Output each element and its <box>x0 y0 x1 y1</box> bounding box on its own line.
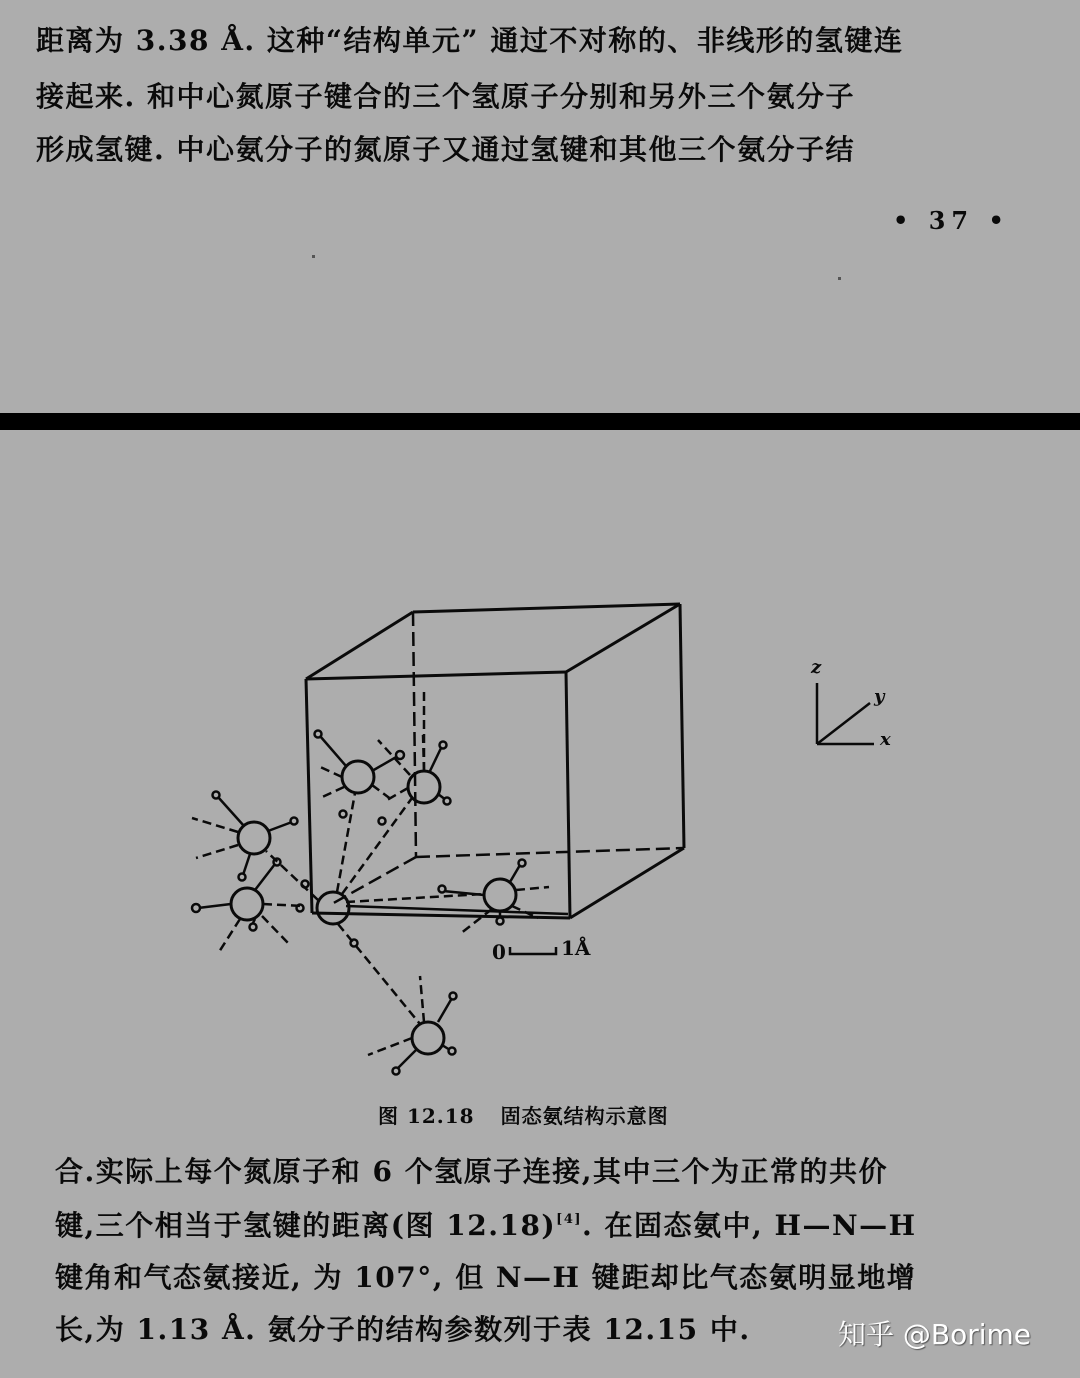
body-text-line: 接起来. 和中心氮原子键合的三个氢原子分别和另外三个氨分子 <box>36 80 855 113</box>
axes-indicator <box>817 683 874 744</box>
page-number: • 37 • <box>893 206 1010 235</box>
body-text-line: 长,为 1.13 Å. 氨分子的结构参数列于表 12.15 中. <box>55 1313 751 1346</box>
body-text-segment: . 在固态氨中, H—N—H <box>582 1209 917 1242</box>
body-text-line: 合.实际上每个氮原子和 6 个氢原子连接,其中三个为正常的共价 <box>55 1155 888 1188</box>
figure-title: 固态氨结构示意图 <box>500 1104 669 1128</box>
scale-bar <box>510 947 556 954</box>
cube-hidden-edges <box>330 612 684 905</box>
body-text-line <box>55 1209 917 1242</box>
scale-start-label: 0 <box>492 940 506 964</box>
figure-caption <box>378 1100 669 1129</box>
body-text-segment: 键,三个相当于氢键的距离(图 12.18) <box>55 1209 557 1242</box>
body-text-line: 形成氢键. 中心氨分子的氮原子又通过氢键和其他三个氨分子结 <box>36 133 855 166</box>
scale-end-label: 1Å <box>561 936 591 960</box>
body-text-line: 距离为 3.38 Å. 这种“结构单元” 通过不对称的、非线形的氢键连 <box>36 24 904 57</box>
citation-ref: [4] <box>556 1212 583 1227</box>
axis-z-label: z <box>811 657 822 678</box>
figure-number: 图 12.18 <box>378 1104 475 1128</box>
watermark: 知乎 @Borime <box>838 1318 1032 1351</box>
axis-x-label: x <box>880 729 891 750</box>
axis-y-label: y <box>874 686 885 707</box>
body-text-line: 键角和气态氨接近, 为 107°, 但 N—H 键距却比气态氨明显地增 <box>55 1261 917 1294</box>
hydrogen-bonds <box>192 690 549 1055</box>
hydrogen-atoms <box>192 731 526 1075</box>
